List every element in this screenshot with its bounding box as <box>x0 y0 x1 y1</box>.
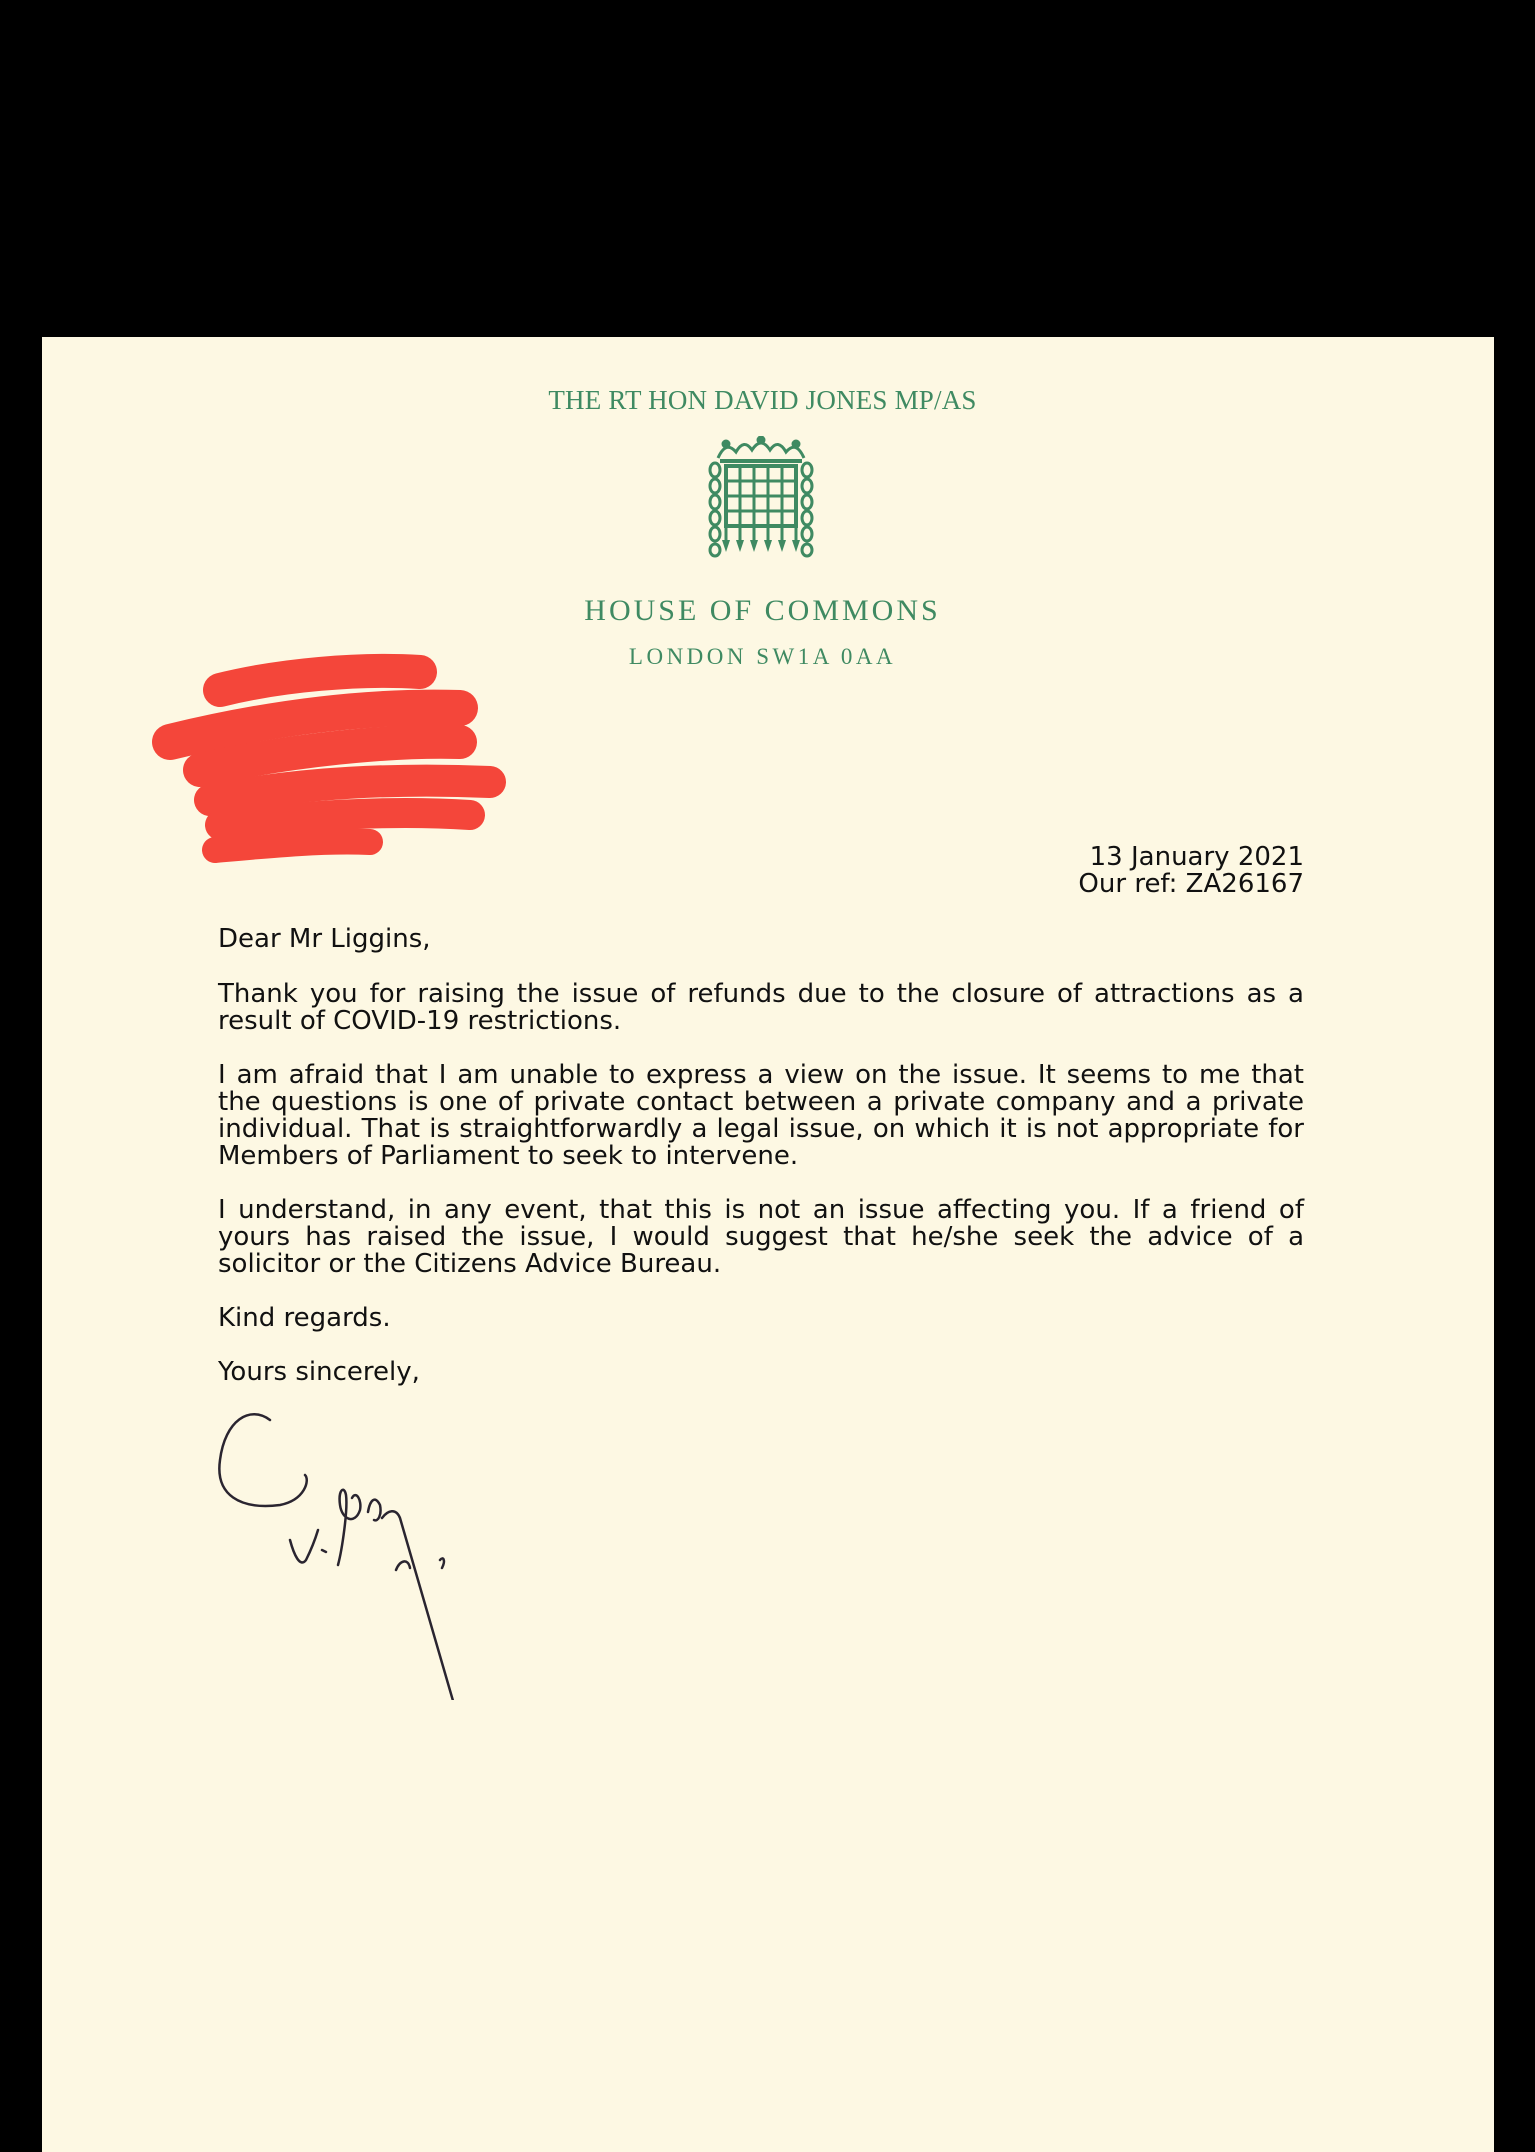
recipient-redaction <box>140 650 510 870</box>
letterhead-name: THE RT HON DAVID JONES MP/AS <box>548 385 977 415</box>
date-reference-block <box>900 844 1304 898</box>
regards-line: Kind regards. <box>218 1303 391 1333</box>
portcullis-icon <box>706 436 816 558</box>
handwritten-signature <box>210 1400 480 1700</box>
letter-reference: Our ref: ZA26167 <box>1078 869 1304 899</box>
body-paragraph-1: Thank you for raising the issue of refunds due to the closure of attractions as a result of COVID-19 restrictions. <box>218 979 1304 1036</box>
letter-body <box>218 926 1304 1413</box>
letterhead-house: HOUSE OF COMMONS <box>584 594 941 627</box>
letter-date: 13 January 2021 <box>1089 842 1304 872</box>
salutation: Dear Mr Liggins, <box>218 924 431 954</box>
letterhead-address: LONDON SW1A 0AA <box>628 644 897 669</box>
closing-line: Yours sincerely, <box>218 1357 420 1387</box>
body-paragraph-2: I am afraid that I am unable to express a view on the issue. It seems to me that the questions is one of private contact between a private company and a private individual. That is straightforwardly a legal issue, on which it is not appropriate for Members of Parliament to seek to intervene. <box>218 1060 1304 1171</box>
body-paragraph-3: I understand, in any event, that this is not an issue affecting you. If a friend of yours has raised the issue, I would suggest that he/she seek the advice of a solicitor or the Citizens Advice Bureau. <box>218 1195 1304 1279</box>
